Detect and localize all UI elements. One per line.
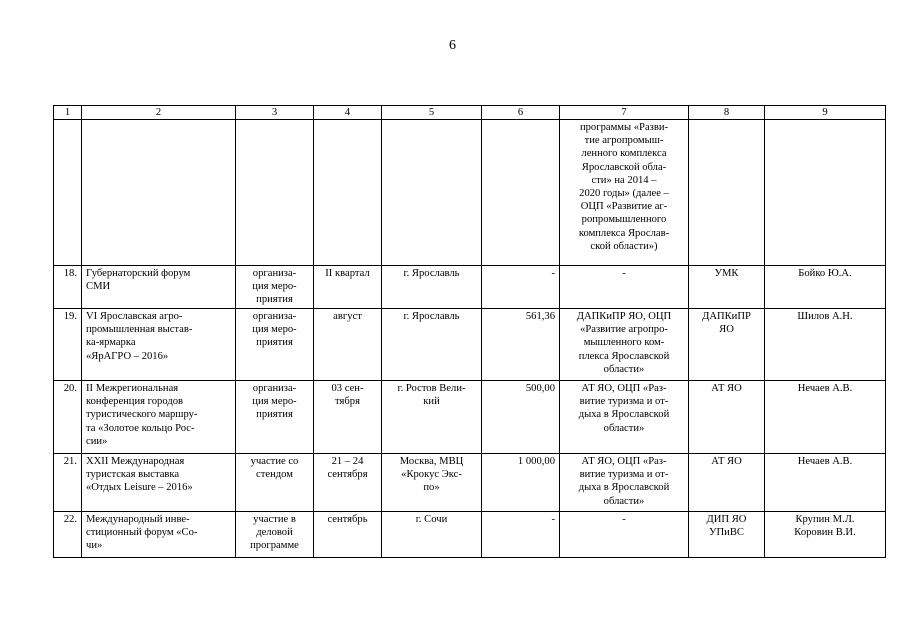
organizer: ДАПКиПР ЯО: [689, 309, 765, 381]
responsible-person: Крупин М.Л. Коровин В.И.: [765, 512, 886, 558]
row-number: 20.: [54, 381, 82, 454]
event-name: II Межрегиональная конференция городов туристического маршру- та «Золотое кольцо Рос- сии»: [82, 381, 236, 454]
participation-form: организа- ция меро- приятия: [236, 266, 314, 309]
event-name: [82, 120, 236, 266]
column-number: 3: [236, 106, 314, 120]
funding-source: ДАПКиПР ЯО, ОЦП «Развитие агропро- мышленного ком- плекса Ярославской области»: [560, 309, 689, 381]
organizer: АТ ЯО: [689, 454, 765, 512]
column-number: 4: [314, 106, 382, 120]
table-row: [54, 309, 886, 381]
column-number: 7: [560, 106, 689, 120]
funding-source: -: [560, 266, 689, 309]
row-number: 19.: [54, 309, 82, 381]
column-number: 8: [689, 106, 765, 120]
responsible-person: Нечаев А.В.: [765, 454, 886, 512]
responsible-person: Нечаев А.В.: [765, 381, 886, 454]
event-place: г. Ярославль: [382, 266, 482, 309]
event-date: [314, 120, 382, 266]
event-date: 03 сен- тября: [314, 381, 382, 454]
row-number: 21.: [54, 454, 82, 512]
organizer: [689, 120, 765, 266]
funding-amount: 1 000,00: [482, 454, 560, 512]
event-name: Международный инве- стиционный форум «Со- чи»: [82, 512, 236, 558]
column-number: 9: [765, 106, 886, 120]
table-row: [54, 266, 886, 309]
row-number: 22.: [54, 512, 82, 558]
event-place: г. Ростов Вели- кий: [382, 381, 482, 454]
event-place: [382, 120, 482, 266]
funding-source: АТ ЯО, ОЦП «Раз- витие туризма и от- дыха в Ярославской области»: [560, 454, 689, 512]
column-number: 2: [82, 106, 236, 120]
table-row: [54, 512, 886, 558]
funding-amount: 561,36: [482, 309, 560, 381]
participation-form: [236, 120, 314, 266]
row-number: [54, 120, 82, 266]
event-place: г. Ярославль: [382, 309, 482, 381]
table-row: [54, 120, 886, 266]
event-name: Губернаторский форум СМИ: [82, 266, 236, 309]
participation-form: организа- ция меро- приятия: [236, 381, 314, 454]
column-number: 6: [482, 106, 560, 120]
funding-amount: [482, 120, 560, 266]
table-row: [54, 454, 886, 512]
responsible-person: [765, 120, 886, 266]
funding-amount: -: [482, 266, 560, 309]
organizer: УМК: [689, 266, 765, 309]
funding-source: -: [560, 512, 689, 558]
funding-amount: 500,00: [482, 381, 560, 454]
page-number: 6: [449, 38, 456, 53]
participation-form: участие со стендом: [236, 454, 314, 512]
responsible-person: Шилов А.Н.: [765, 309, 886, 381]
event-place: г. Сочи: [382, 512, 482, 558]
funding-source: программы «Разви- тие агропромыш- ленного комплекса Ярославской обла- сти» на 2014 – 2020 годы» (далее – ОЦП «Развитие аг- ропромышленного комплекса Ярослав- ской области»): [560, 120, 689, 266]
funding-source: АТ ЯО, ОЦП «Раз- витие туризма и от- дыха в Ярославской области»: [560, 381, 689, 454]
event-date: сентябрь: [314, 512, 382, 558]
funding-amount: -: [482, 512, 560, 558]
table-row: [54, 381, 886, 454]
events-table: [53, 105, 886, 558]
row-number: 18.: [54, 266, 82, 309]
event-name: VI Ярославская агро- промышленная выстав- ка-ярмарка «ЯрАГРО – 2016»: [82, 309, 236, 381]
column-number: 1: [54, 106, 82, 120]
participation-form: организа- ция меро- приятия: [236, 309, 314, 381]
event-name: XXII Международная туристская выставка «Отдых Leisure – 2016»: [82, 454, 236, 512]
event-date: август: [314, 309, 382, 381]
responsible-person: Бойко Ю.А.: [765, 266, 886, 309]
event-date: 21 – 24 сентября: [314, 454, 382, 512]
organizer: АТ ЯО: [689, 381, 765, 454]
event-date: II квартал: [314, 266, 382, 309]
column-number: 5: [382, 106, 482, 120]
column-number-row: [54, 106, 886, 120]
participation-form: участие в деловой программе: [236, 512, 314, 558]
organizer: ДИП ЯО УПиВС: [689, 512, 765, 558]
event-place: Москва, МВЦ «Крокус Экс- по»: [382, 454, 482, 512]
